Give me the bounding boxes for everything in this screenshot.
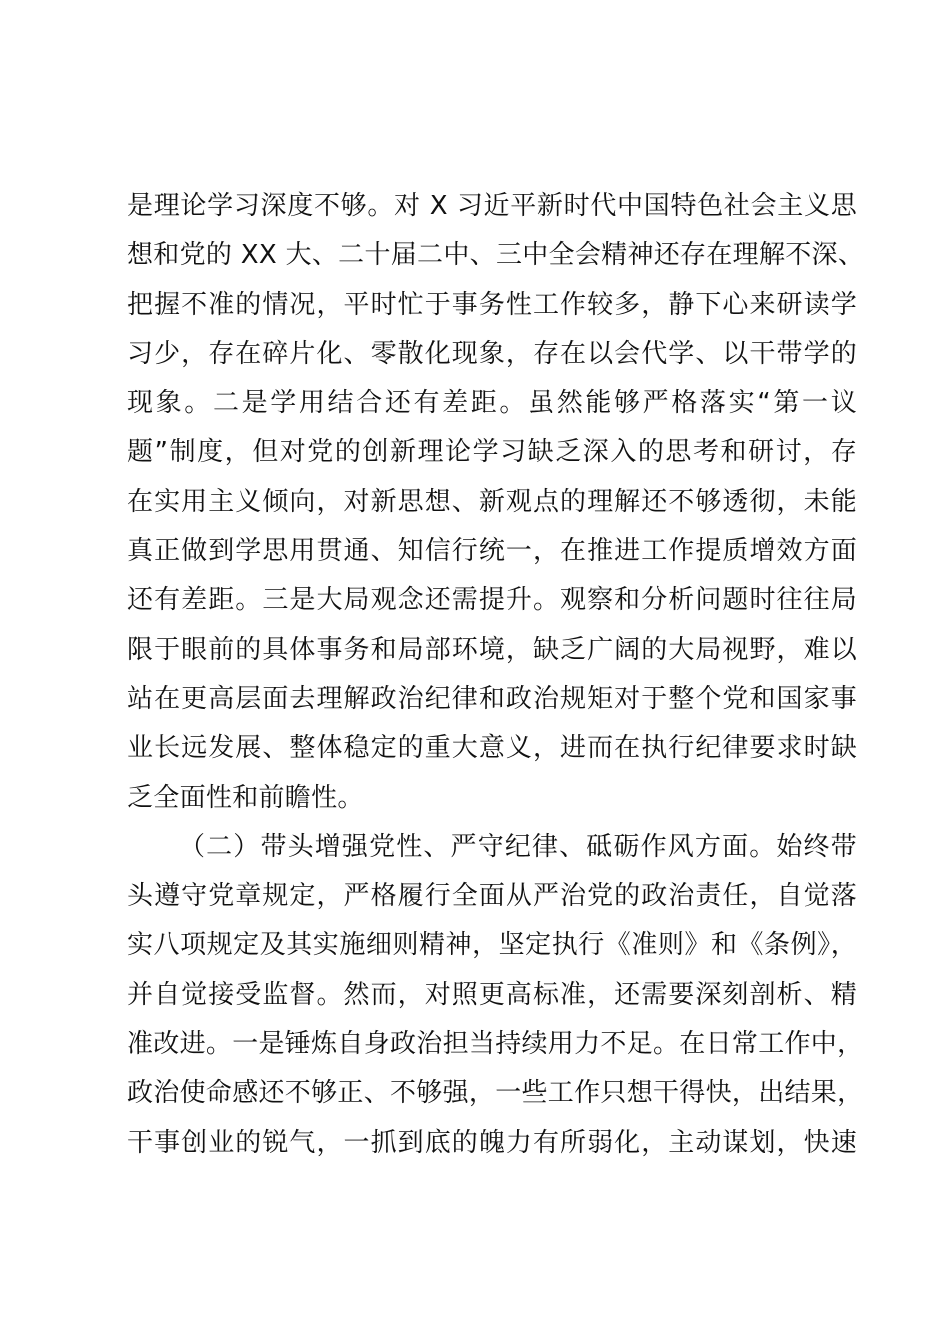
text-line: 想和党的 XX 大、二十届二中、三中全会精神还存在理解不深、	[127, 240, 865, 271]
text-line: 准改进。一是锤炼自身政治担当持续用力不足。在日常工作中，	[127, 1029, 864, 1060]
text-line: 业长远发展、整体稳定的重大意义，进而在执行纪律要求时缺	[127, 733, 857, 764]
text-line: 干事创业的锐气，一抓到底的魄力有所弱化，主动谋划，快速	[127, 1127, 857, 1158]
text-line: 头遵守党章规定，严格履行全面从严治党的政治责任，自觉落	[127, 881, 857, 912]
text-line: 限于眼前的具体事务和局部环境，缺乏广阔的大局视野，难以	[127, 634, 857, 665]
section-heading-line: （二）带头增强党性、严守纪律、砥砺作风方面。始终带	[179, 831, 857, 862]
body-text	[127, 182, 865, 1168]
text-line: 习少，存在碎片化、零散化现象，存在以会代学、以干带学的	[127, 338, 857, 369]
text-line: 在实用主义倾向，对新思想、新观点的理解还不够透彻，未能	[127, 486, 857, 517]
text-line: 实八项规定及其实施细则精神，坚定执行《准则》和《条例》，	[127, 930, 857, 961]
text-line: 题”制度，但对党的创新理论学习缺乏深入的思考和研讨，存	[127, 437, 857, 468]
text-line: 现象。二是学用结合还有差距。虽然能够严格落实“第一议	[127, 388, 857, 419]
text-line: 真正做到学思用贯通、知信行统一，在推进工作提质增效方面	[127, 536, 857, 567]
text-line: 政治使命感还不够正、不够强，一些工作只想干得快，出结果，	[127, 1078, 864, 1109]
text-line: 站在更高层面去理解政治纪律和政治规矩对于整个党和国家事	[127, 683, 857, 714]
text-line: 还有差距。三是大局观念还需提升。观察和分析问题时往往局	[127, 585, 857, 616]
text-line: 并自觉接受监督。然而，对照更高标准，还需要深刻剖析、精	[127, 979, 857, 1010]
text-line: 是理论学习深度不够。对 X 习近平新时代中国特色社会主义思	[127, 191, 857, 221]
text-line: 把握不准的情况，平时忙于事务性工作较多，静下心来研读学	[127, 289, 857, 320]
paragraph-end-line: 乏全面性和前瞻性。	[127, 782, 364, 813]
